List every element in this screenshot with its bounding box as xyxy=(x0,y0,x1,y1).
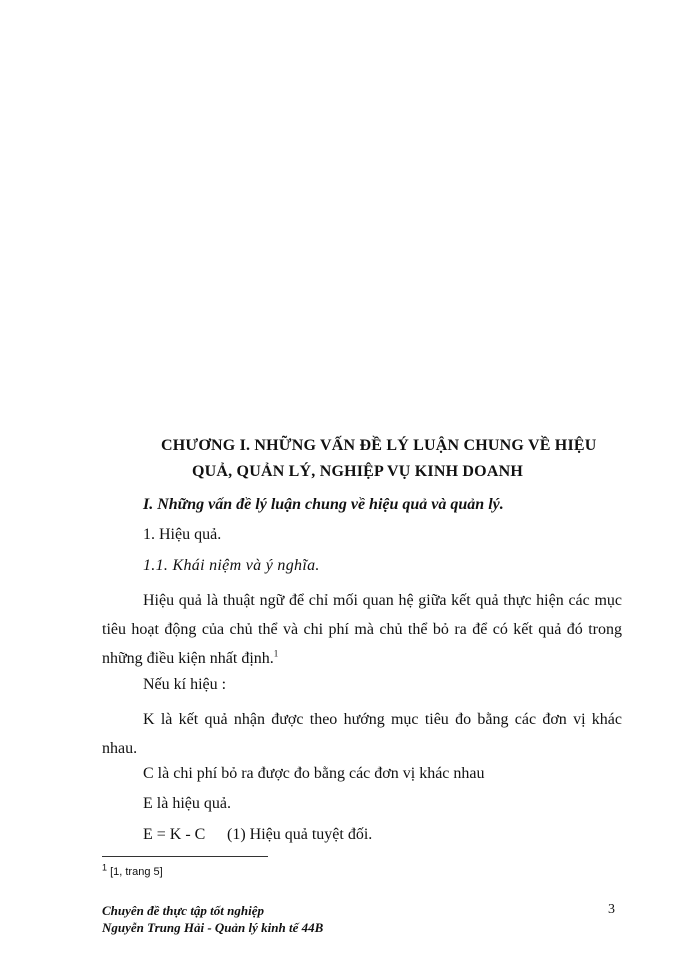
c-definition: C là chi phí bỏ ra được đo bằng các đơn vị khác nhau xyxy=(143,765,485,782)
footnote xyxy=(102,862,163,878)
k-definition: K là kết quả nhận được theo hướng mục tiêu đo bằng các đơn vị khác nhau. xyxy=(102,711,622,757)
definition-paragraph xyxy=(102,586,622,673)
footnote-ref: 1 xyxy=(273,648,279,659)
definition-text: Hiệu quả là thuật ngữ để chỉ mối quan hệ giữa kết quả thực hiện các mục tiêu hoạt động của chủ thể và chi phí mà chủ thể bỏ ra để có kết quả đó trong những điều kiện nhất định. xyxy=(102,592,622,667)
footnote-text: [1, trang 5] xyxy=(110,866,163,878)
subsection-heading: 1. Hiệu quả. xyxy=(143,526,222,543)
formula: E = K - C xyxy=(143,826,206,843)
footer-title: Chuyên đề thực tập tốt nghiệp xyxy=(102,903,264,918)
footer-author: Nguyễn Trung Hải - Quản lý kinh tế 44B xyxy=(102,920,324,935)
e-definition: E là hiệu quả. xyxy=(143,795,231,812)
chapter-title-line2: QUẢ, QUẢN LÝ, NGHIỆP VỤ KINH DOANH xyxy=(192,463,523,480)
page-number: 3 xyxy=(608,902,615,917)
subsubsection-heading: 1.1. Khái niệm và ý nghĩa. xyxy=(143,557,320,574)
section-heading: I. Những vấn đề lý luận chung về hiệu quả và quản lý. xyxy=(143,496,504,513)
formula-label: (1) Hiệu quả tuyệt đối. xyxy=(227,826,373,843)
footnote-marker: 1 xyxy=(102,862,108,873)
footnote-divider xyxy=(102,856,268,857)
chapter-title-line1: CHƯƠNG I. NHỮNG VẤN ĐỀ LÝ LUẬN CHUNG VỀ HIỆU xyxy=(161,437,597,454)
notation-intro: Nếu kí hiệu : xyxy=(143,676,227,693)
